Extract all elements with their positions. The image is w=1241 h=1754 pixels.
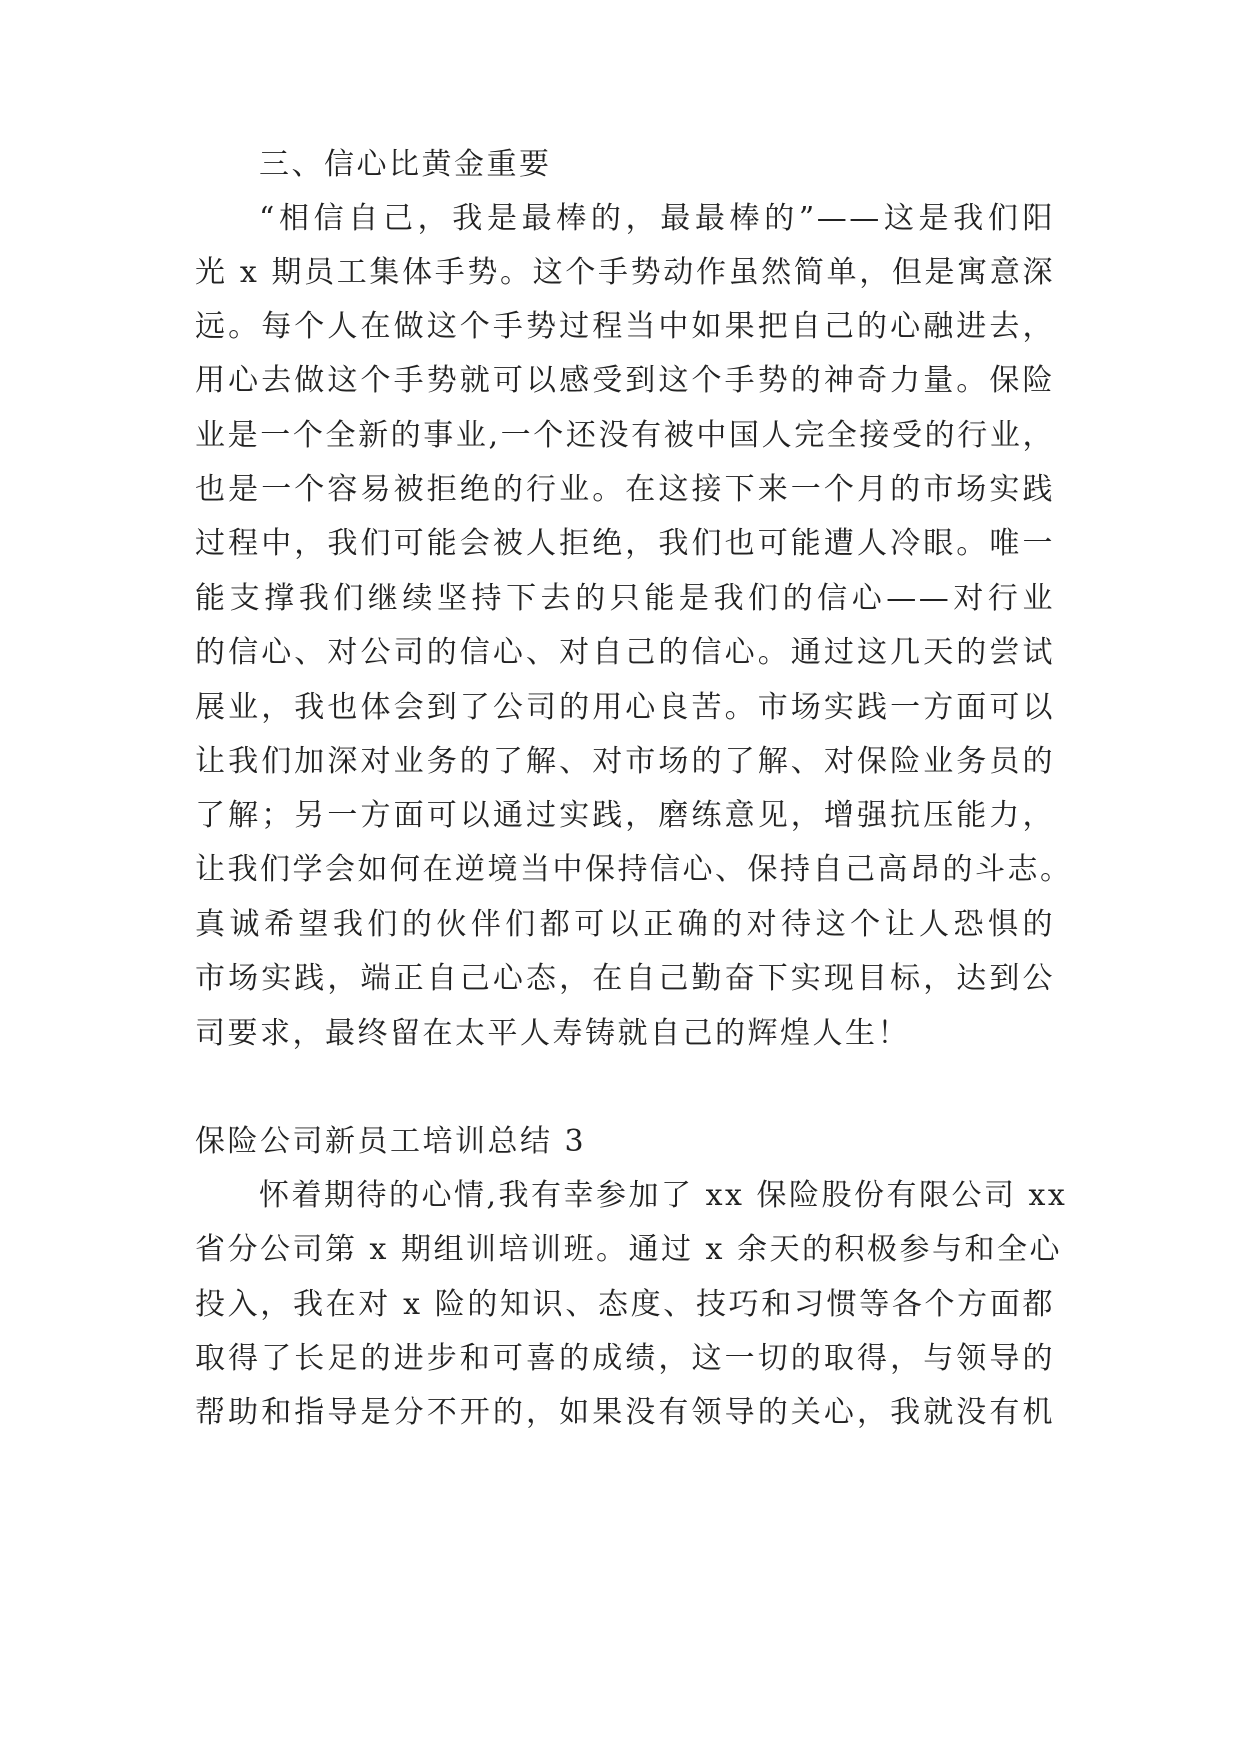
paragraph-line: 过程中，我们可能会被人拒绝，我们也可能遭人冷眼。唯一 <box>195 526 1055 561</box>
paragraph-line: 的信心、对公司的信心、对自己的信心。通过这几天的尝试 <box>195 635 1055 670</box>
paragraph-line: 投入，我在对 x 险的知识、态度、技巧和习惯等各个方面都 <box>195 1287 1055 1322</box>
paragraph-line: 让我们学会如何在逆境当中保持信心、保持自己高昂的斗志。 <box>195 852 1073 887</box>
paragraph-line: “相信自己，我是最棒的，最最棒的”——这是我们阳 <box>259 201 1055 236</box>
paragraph-line: 展业，我也体会到了公司的用心良苦。市场实践一方面可以 <box>195 690 1055 725</box>
paragraph-line: 能支撑我们继续坚持下去的只能是我们的信心——对行业 <box>195 581 1055 616</box>
paragraph-line: 司要求，最终留在太平人寿铸就自己的辉煌人生！ <box>195 1016 910 1051</box>
paragraph-line: 取得了长足的进步和可喜的成绩，这一切的取得，与领导的 <box>195 1341 1055 1376</box>
summary-title: 保险公司新员工培训总结 3 <box>195 1124 587 1159</box>
paragraph-line: 省分公司第 x 期组训培训班。通过 x 余天的积极参与和全心 <box>195 1232 1062 1267</box>
paragraph-line: 了解；另一方面可以通过实践，磨练意见，增强抗压能力， <box>195 798 1055 833</box>
section-heading: 三、信心比黄金重要 <box>259 147 552 182</box>
paragraph-line: 市场实践，端正自己心态，在自己勤奋下实现目标，达到公 <box>195 961 1055 996</box>
paragraph-line: 真诚希望我们的伙伴们都可以正确的对待这个让人恐惧的 <box>195 907 1055 942</box>
paragraph-line: 让我们加深对业务的了解、对市场的了解、对保险业务员的 <box>195 744 1055 779</box>
paragraph-line: 远。每个人在做这个手势过程当中如果把自己的心融进去， <box>195 309 1055 344</box>
paragraph-line: 业是一个全新的事业,一个还没有被中国人完全接受的行业， <box>195 418 1055 453</box>
paragraph-line: 帮助和指导是分不开的，如果没有领导的关心，我就没有机 <box>195 1395 1055 1430</box>
paragraph-line: 怀着期待的心情,我有幸参加了 xx 保险股份有限公司 xx <box>259 1178 1068 1213</box>
paragraph-line: 光 x 期员工集体手势。这个手势动作虽然简单，但是寓意深 <box>195 255 1055 290</box>
paragraph-line: 用心去做这个手势就可以感受到这个手势的神奇力量。保险 <box>195 363 1055 398</box>
paragraph-line: 也是一个容易被拒绝的行业。在这接下来一个月的市场实践 <box>195 472 1055 507</box>
